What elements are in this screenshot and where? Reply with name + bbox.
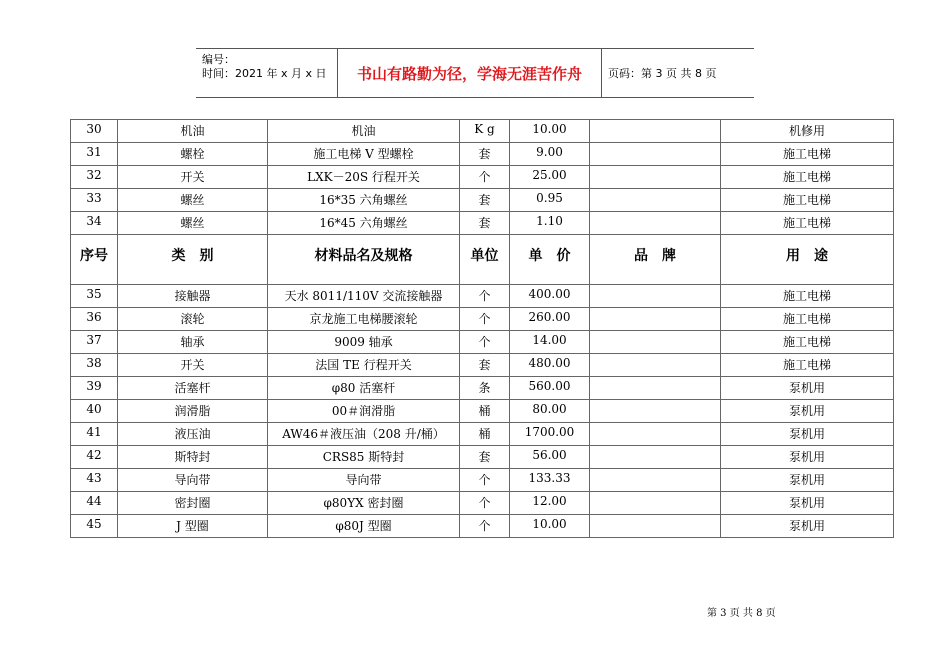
cell-use: 泵机用 xyxy=(721,446,894,469)
cell-name: 00＃润滑脂 xyxy=(268,400,460,423)
cell-brand xyxy=(590,400,721,423)
cell-price: 10.00 xyxy=(510,515,590,538)
cell-brand xyxy=(590,446,721,469)
col-header-unit: 单位 xyxy=(460,235,510,285)
cell-use: 施工电梯 xyxy=(721,285,894,308)
cell-category: 开关 xyxy=(118,166,268,189)
cell-use: 施工电梯 xyxy=(721,308,894,331)
materials-table xyxy=(70,119,894,538)
cell-no: 44 xyxy=(71,492,118,515)
cell-unit: 桶 xyxy=(460,423,510,446)
cell-category: 导向带 xyxy=(118,469,268,492)
table-body-top xyxy=(71,120,894,235)
cell-category: 活塞杆 xyxy=(118,377,268,400)
cell-brand xyxy=(590,515,721,538)
header-row xyxy=(71,235,894,285)
cell-use: 施工电梯 xyxy=(721,354,894,377)
cell-category: 螺栓 xyxy=(118,143,268,166)
cell-use: 泵机用 xyxy=(721,492,894,515)
cell-price: 9.00 xyxy=(510,143,590,166)
cell-name: LXK－20S 行程开关 xyxy=(268,166,460,189)
cell-use: 施工电梯 xyxy=(721,166,894,189)
cell-use: 施工电梯 xyxy=(721,212,894,235)
table-row xyxy=(71,285,894,308)
cell-no: 33 xyxy=(71,189,118,212)
cell-price: 12.00 xyxy=(510,492,590,515)
page-code: 页码：第 3 页 共 8 页 xyxy=(608,67,717,80)
cell-price: 80.00 xyxy=(510,400,590,423)
cell-brand xyxy=(590,354,721,377)
cell-name: 导向带 xyxy=(268,469,460,492)
cell-category: 滚轮 xyxy=(118,308,268,331)
cell-no: 41 xyxy=(71,423,118,446)
cell-brand xyxy=(590,212,721,235)
cell-price: 133.33 xyxy=(510,469,590,492)
table-row xyxy=(71,189,894,212)
cell-category: 开关 xyxy=(118,354,268,377)
cell-use: 泵机用 xyxy=(721,469,894,492)
cell-category: 接触器 xyxy=(118,285,268,308)
cell-no: 40 xyxy=(71,400,118,423)
cell-name: 施工电梯 V 型螺栓 xyxy=(268,143,460,166)
cell-category: 润滑脂 xyxy=(118,400,268,423)
cell-no: 31 xyxy=(71,143,118,166)
cell-unit: 套 xyxy=(460,446,510,469)
cell-unit: 桶 xyxy=(460,400,510,423)
table-row xyxy=(71,212,894,235)
cell-unit: 个 xyxy=(460,166,510,189)
cell-no: 38 xyxy=(71,354,118,377)
cell-unit: 个 xyxy=(460,308,510,331)
cell-name: 16*35 六角螺丝 xyxy=(268,189,460,212)
header-meta-cell xyxy=(196,49,338,97)
cell-unit: 套 xyxy=(460,189,510,212)
cell-use: 泵机用 xyxy=(721,515,894,538)
table-row xyxy=(71,469,894,492)
col-header-category: 类 别 xyxy=(118,235,268,285)
cell-unit: K g xyxy=(460,120,510,143)
cell-category: J 型圈 xyxy=(118,515,268,538)
cell-use: 施工电梯 xyxy=(721,143,894,166)
cell-category: 螺丝 xyxy=(118,212,268,235)
table-row xyxy=(71,400,894,423)
cell-use: 泵机用 xyxy=(721,400,894,423)
cell-price: 56.00 xyxy=(510,446,590,469)
cell-no: 45 xyxy=(71,515,118,538)
cell-no: 35 xyxy=(71,285,118,308)
col-header-brand: 品 牌 xyxy=(590,235,721,285)
cell-use: 施工电梯 xyxy=(721,331,894,354)
cell-brand xyxy=(590,166,721,189)
cell-unit: 个 xyxy=(460,285,510,308)
cell-brand xyxy=(590,120,721,143)
table-row xyxy=(71,492,894,515)
cell-unit: 套 xyxy=(460,143,510,166)
cell-price: 480.00 xyxy=(510,354,590,377)
table-body-bottom xyxy=(71,285,894,538)
cell-price: 14.00 xyxy=(510,331,590,354)
table-row xyxy=(71,143,894,166)
table-row xyxy=(71,331,894,354)
cell-price: 560.00 xyxy=(510,377,590,400)
cell-brand xyxy=(590,189,721,212)
cell-use: 施工电梯 xyxy=(721,189,894,212)
cell-name: 京龙施工电梯腰滚轮 xyxy=(268,308,460,331)
cell-use: 泵机用 xyxy=(721,423,894,446)
cell-use: 机修用 xyxy=(721,120,894,143)
table-header xyxy=(71,235,894,285)
cell-no: 43 xyxy=(71,469,118,492)
cell-brand xyxy=(590,308,721,331)
cell-brand xyxy=(590,285,721,308)
cell-no: 34 xyxy=(71,212,118,235)
table-row xyxy=(71,446,894,469)
table-row xyxy=(71,120,894,143)
cell-price: 260.00 xyxy=(510,308,590,331)
number-label: 编号： xyxy=(202,53,235,66)
page-footer: 第 3 页 共 8 页 xyxy=(707,608,776,619)
cell-name: 机油 xyxy=(268,120,460,143)
table-row xyxy=(71,308,894,331)
cell-name: 法国 TE 行程开关 xyxy=(268,354,460,377)
cell-no: 39 xyxy=(71,377,118,400)
cell-unit: 套 xyxy=(460,212,510,235)
cell-no: 32 xyxy=(71,166,118,189)
cell-brand xyxy=(590,377,721,400)
cell-category: 轴承 xyxy=(118,331,268,354)
cell-brand xyxy=(590,143,721,166)
cell-category: 液压油 xyxy=(118,423,268,446)
cell-name: AW46＃液压油（208 升/桶） xyxy=(268,423,460,446)
cell-price: 1700.00 xyxy=(510,423,590,446)
cell-category: 机油 xyxy=(118,120,268,143)
cell-unit: 个 xyxy=(460,515,510,538)
cell-unit: 个 xyxy=(460,331,510,354)
cell-price: 25.00 xyxy=(510,166,590,189)
cell-no: 42 xyxy=(71,446,118,469)
cell-brand xyxy=(590,423,721,446)
cell-category: 斯特封 xyxy=(118,446,268,469)
cell-category: 密封圈 xyxy=(118,492,268,515)
cell-name: 16*45 六角螺丝 xyxy=(268,212,460,235)
cell-use: 泵机用 xyxy=(721,377,894,400)
cell-brand xyxy=(590,492,721,515)
cell-name: 天水 8011/110V 交流接触器 xyxy=(268,285,460,308)
cell-name: CRS85 斯特封 xyxy=(268,446,460,469)
cell-unit: 个 xyxy=(460,492,510,515)
table-row xyxy=(71,377,894,400)
cell-name: 9009 轴承 xyxy=(268,331,460,354)
cell-price: 10.00 xyxy=(510,120,590,143)
table-row xyxy=(71,166,894,189)
col-header-use: 用 途 xyxy=(721,235,894,285)
col-header-price: 单 价 xyxy=(510,235,590,285)
document-header xyxy=(196,48,754,98)
cell-category: 螺丝 xyxy=(118,189,268,212)
cell-unit: 套 xyxy=(460,354,510,377)
cell-brand xyxy=(590,469,721,492)
col-header-name: 材料品名及规格 xyxy=(268,235,460,285)
cell-name: φ80J 型圈 xyxy=(268,515,460,538)
cell-brand xyxy=(590,331,721,354)
cell-name: φ80 活塞杆 xyxy=(268,377,460,400)
cell-price: 0.95 xyxy=(510,189,590,212)
table-row xyxy=(71,354,894,377)
cell-price: 1.10 xyxy=(510,212,590,235)
cell-no: 37 xyxy=(71,331,118,354)
cell-name: φ80YX 密封圈 xyxy=(268,492,460,515)
cell-price: 400.00 xyxy=(510,285,590,308)
cell-unit: 条 xyxy=(460,377,510,400)
motto: 书山有路勤为径，学海无涯苦作舟 xyxy=(338,49,602,97)
cell-unit: 个 xyxy=(460,469,510,492)
cell-no: 36 xyxy=(71,308,118,331)
table-row xyxy=(71,515,894,538)
time-label: 时间：2021 年 x 月 x 日 xyxy=(202,67,327,80)
cell-no: 30 xyxy=(71,120,118,143)
table-row xyxy=(71,423,894,446)
col-header-no: 序号 xyxy=(71,235,118,285)
